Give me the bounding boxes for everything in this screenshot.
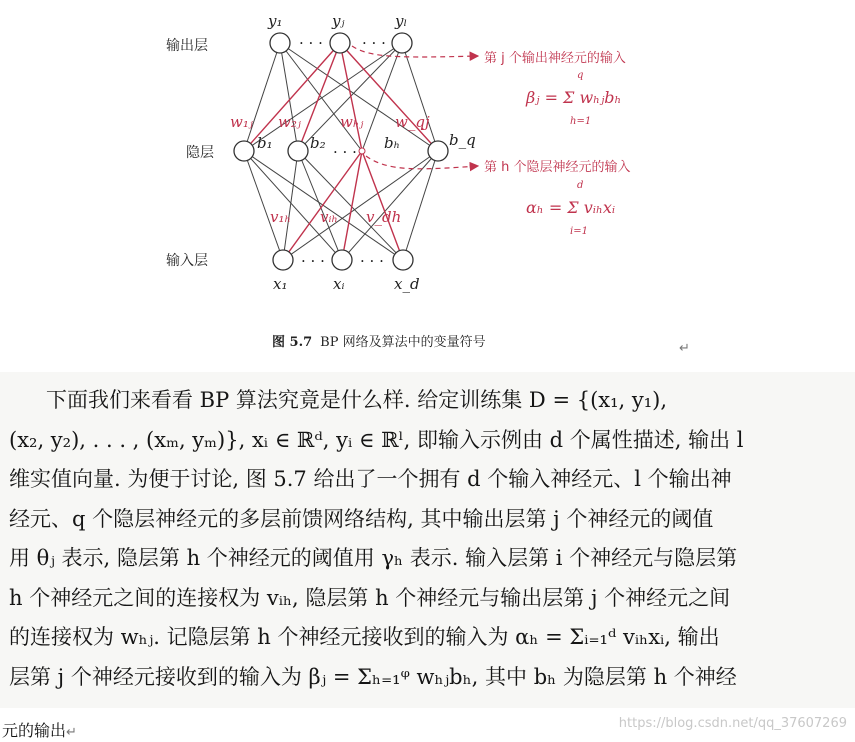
node-bh-anchor [359, 148, 365, 154]
figure-caption [272, 331, 486, 350]
node-b1 [234, 141, 254, 161]
caption-text: BP 网络及算法中的变量符号 [320, 335, 486, 350]
dots-input-2: · · · [360, 252, 384, 270]
body-line-4: 经元、q 个隐层神经元的多层前馈网络结构, 其中输出层第 j 个神经元的阈值 [9, 507, 714, 531]
node-x1 [273, 250, 293, 270]
body-line-5: 用 θⱼ 表示, 隐层第 h 个神经元的阈值用 γₕ 表示. 输入层第 i 个神经元与隐层第 [9, 546, 738, 570]
dots-output-1: · · · [299, 34, 323, 52]
label-w1j: w₁ⱼ [230, 113, 253, 131]
label-b1: b₁ [257, 134, 273, 152]
alpha-sum-top: d [577, 180, 584, 191]
alpha-formula: αₕ = Σ vᵢₕxᵢ [526, 198, 616, 217]
caption-label: 图 5.7 [272, 335, 313, 350]
beta-sum-bottom: h=1 [570, 116, 592, 127]
body-line-7: 的连接权为 wₕⱼ. 记隐层第 h 个神经元接收到的输入为 αₕ = Σᵢ₌₁ᵈ vᵢₕxᵢ, 输出 [9, 625, 720, 649]
dots-input-1: · · · [301, 252, 325, 270]
tail-text [2, 718, 77, 741]
label-vdh: v_dh [366, 208, 402, 226]
label-x1: x₁ [273, 275, 288, 293]
beta-sum-top: q [577, 70, 584, 81]
label-b2: b₂ [310, 134, 326, 152]
node-yj [330, 33, 350, 53]
body-line-3: 维实值向量. 为便于讨论, 图 5.7 给出了一个拥有 d 个输入神经元、l 个输出神 [9, 467, 732, 491]
label-v1h: v₁ₕ [270, 208, 291, 226]
watermark: https://blog.csdn.net/qq_37607269 [618, 716, 847, 731]
body-line-8: 层第 j 个神经元接收到的输入为 βⱼ = Σₕ₌₁ᵠ wₕⱼbₕ, 其中 bₕ 为隐层第 h 个神经 [9, 665, 737, 689]
alpha-sum-bottom: i=1 [570, 226, 588, 237]
body-line-2: (x₂, y₂), . . . , (xₘ, yₘ)}, xᵢ ∈ ℝᵈ, yᵢ ∈ ℝˡ, 即输入示例由 d 个属性描述, 输出 l [9, 428, 744, 452]
label-xd: x_d [394, 275, 420, 293]
output-input-annotation: 第 j 个输出神经元的输入 [484, 51, 626, 66]
node-b2 [288, 141, 308, 161]
tail-text-content: 元的输出 [2, 721, 67, 740]
node-y1 [270, 33, 290, 53]
hidden-input-annotation: 第 h 个隐层神经元的输入 [484, 160, 631, 175]
node-xi [332, 250, 352, 270]
node-xd [393, 250, 413, 270]
label-xi: xᵢ [333, 275, 345, 293]
label-whj: wₕⱼ [340, 113, 364, 131]
hidden-output-edges [244, 43, 438, 151]
label-y1: y₁ [268, 12, 283, 30]
label-w2j: w₂ⱼ [278, 113, 301, 131]
body-line-1: 下面我们来看看 BP 算法究竟是什么样. 给定训练集 D = {(x₁, y₁), [46, 388, 668, 412]
tail-return-mark-icon: ↵ [66, 725, 77, 740]
label-bq: b_q [449, 131, 476, 149]
label-vih: vᵢₕ [320, 208, 338, 226]
node-bq [428, 141, 448, 161]
body-text-block [0, 372, 855, 708]
input-layer-label: 输入层 [166, 253, 208, 269]
beta-formula: βⱼ = Σ wₕⱼbₕ [526, 88, 622, 107]
node-yl [392, 33, 412, 53]
return-mark-icon: ↵ [679, 341, 690, 356]
dots-hidden: · · · [333, 143, 357, 161]
label-yl: yₗ [395, 12, 408, 30]
hidden-layer-label: 隐层 [186, 145, 214, 161]
label-wqj: w_qj [395, 113, 430, 131]
body-line-6: h 个神经元之间的连接权为 vᵢₕ, 隐层第 h 个神经元与输出层第 j 个神经元之间 [9, 586, 731, 610]
dots-output-2: · · · [362, 34, 386, 52]
label-bh: bₕ [384, 134, 401, 152]
input-hidden-edges [244, 151, 438, 260]
label-yj: yⱼ [332, 12, 345, 30]
output-layer-label: 输出层 [166, 38, 208, 54]
